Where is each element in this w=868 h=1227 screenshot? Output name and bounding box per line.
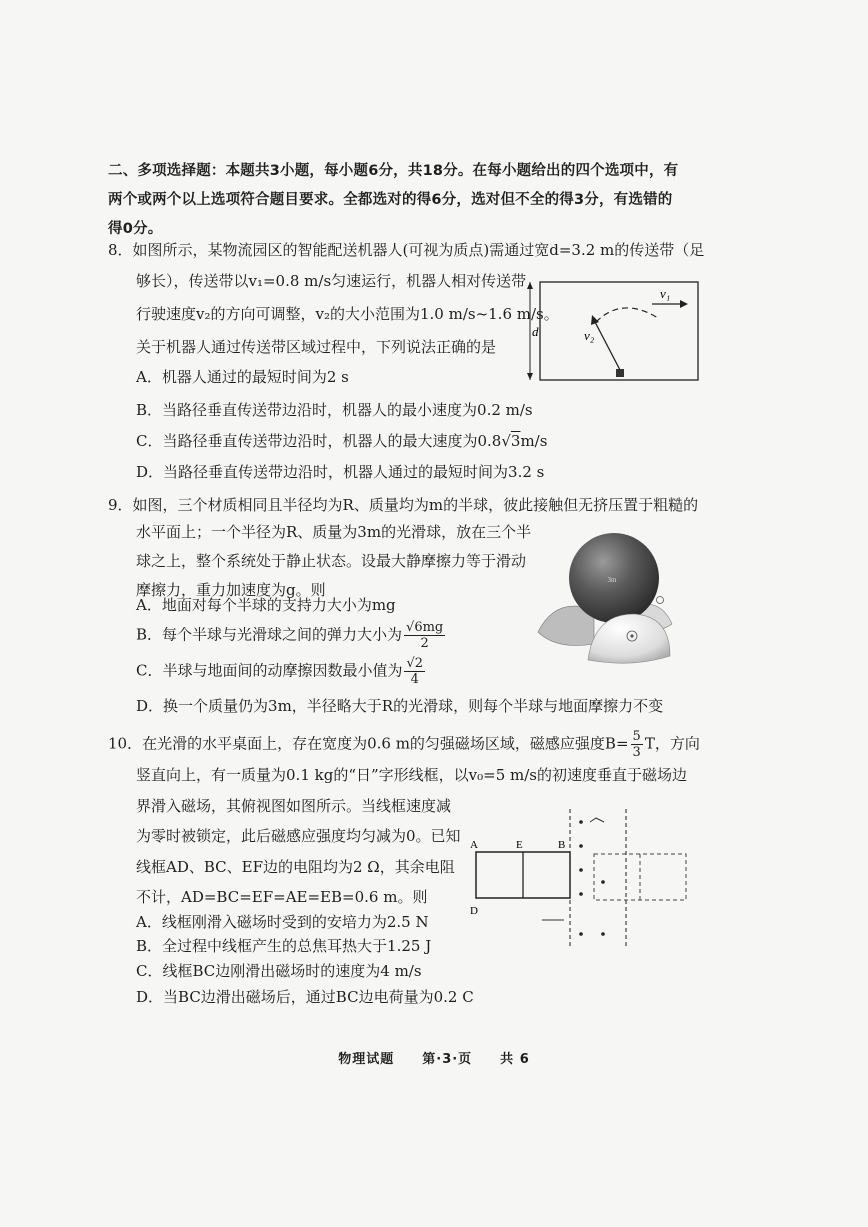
fraction-numerator: √2 <box>406 656 424 671</box>
width-label: d <box>532 324 539 339</box>
question-9-option-a[interactable]: A．地面对每个半球的支持力大小为mg <box>136 596 396 614</box>
question-10-line: 界滑入磁场，其俯视图如图所示。当线框速度减 <box>136 796 452 815</box>
option-c-text: C．当路径垂直传送带边沿时，机器人的最大速度为0.8 <box>136 432 502 450</box>
option-c-unit: m/s <box>520 432 548 450</box>
fraction-denominator: 4 <box>410 672 419 687</box>
question-8-option-a[interactable]: A．机器人通过的最短时间为2 s <box>136 368 349 386</box>
question-8-stem-cont <box>136 267 559 362</box>
section-header <box>108 157 678 244</box>
vertex-d-label: D <box>470 905 478 917</box>
question-8-option-c[interactable] <box>136 430 547 451</box>
option-b-text: B．每个半球与光滑球之间的弹力大小为 <box>136 625 403 644</box>
question-9-line: 9．如图，三个材质相同且半径均为R、质量均为m的半球，彼此接触但无挤压置于粗糙的 <box>108 496 699 514</box>
question-8-line: 关于机器人通过传送带区域过程中，下列说法正确的是 <box>136 338 497 356</box>
question-9-line: 摩擦力，重力加速度为g。则 <box>136 581 326 599</box>
question-10-option-d[interactable]: D．当BC边滑出磁场后，通过BC边电荷量为0.2 C <box>136 988 474 1006</box>
question-10-option-b[interactable]: B．全过程中线框产生的总焦耳热大于1.25 J <box>136 937 432 955</box>
question-10-line <box>108 729 700 760</box>
question-9-option-b[interactable] <box>136 620 447 651</box>
fraction-denominator: 3 <box>632 745 641 760</box>
question-8-option-d[interactable]: D．当路径垂直传送带边沿时，机器人通过的最短时间为3.2 s <box>136 463 545 481</box>
conveyor-belt-figure <box>522 278 702 384</box>
sqrt-sign: √ <box>501 432 511 450</box>
fraction-denominator: 2 <box>420 636 429 651</box>
question-9-option-c[interactable] <box>136 656 427 687</box>
question-10-text: 10．在光滑的水平桌面上，存在宽度为0.6 m的匀强磁场区域，磁感应强度B= <box>108 734 629 753</box>
question-10-option-c[interactable]: C．线框BC边刚滑出磁场时的速度为4 m/s <box>136 962 422 980</box>
question-10-line: 为零时被锁定，此后磁感应强度均匀减为0。已知 <box>136 827 461 845</box>
robot-marker <box>616 369 624 377</box>
question-8-stem <box>108 236 704 265</box>
section-header-line: 得0分。 <box>108 221 163 237</box>
question-10-option-a[interactable]: A．线框刚滑入磁场时受到的安培力为2.5 N <box>136 913 429 931</box>
v2-label: v₂ <box>584 328 595 343</box>
question-9-option-d[interactable]: D．换一个质量仍为3m，半径略大于R的光滑球，则每个半球与地面摩擦力不变 <box>136 697 664 715</box>
fraction-numerator: 5 <box>632 729 641 744</box>
question-10-line: 线框AD、BC、EF边的电阻均为2 Ω，其余电阻 <box>136 857 455 876</box>
fraction <box>404 656 425 687</box>
ball-mass-label: 3m <box>607 576 617 584</box>
question-10-stem <box>108 729 700 760</box>
question-8-line: 行驶速度v₂的方向可调整，v₂的大小范围为1.0 m/s~1.6 m/s。 <box>136 305 559 323</box>
question-10-text: T，方向 <box>644 734 700 753</box>
question-9-stem-cont <box>136 518 531 605</box>
question-8-line: 8．如图所示，某物流园区的智能配送机器人(可视为质点)需通过宽d=3.2 m的传送带（足 <box>108 241 705 259</box>
vertex-e-label: E <box>516 839 523 851</box>
page-footer: 物理试题 第·3·页 共 6 <box>338 1052 530 1067</box>
fraction-numerator: √6mg <box>406 620 444 635</box>
question-10-line: 不计，AD=BC=EF=AE=EB=0.6 m。则 <box>136 888 428 906</box>
question-10-line: 竖直向上，有一质量为0.1 kg的“日”字形线框，以v₀=5 m/s的初速度垂直于磁场边 <box>136 766 687 784</box>
section-header-line: 两个或两个以上选项符合题目要求。全都选对的得6分，选对但不全的得3分，有选错的 <box>108 192 673 208</box>
question-9-stem <box>108 491 698 520</box>
sqrt-radicand: 3 <box>510 432 521 450</box>
vertex-b-label: B <box>558 839 566 851</box>
question-9-line: 水平面上；一个半径为R、质量为3m的光滑球，放在三个半 <box>136 523 532 541</box>
question-9-line: 球之上，整个系统处于静止状态。设最大静摩擦力等于滑动 <box>136 552 527 570</box>
magnetic-field-figure <box>466 804 694 954</box>
vertex-a-label: A <box>470 839 478 851</box>
section-header-line: 二、多项选择题：本题共3小题，每小题6分，共18分。在每小题给出的四个选项中，有 <box>108 163 679 179</box>
question-8-line: 够长），传送带以v₁=0.8 m/s匀速运行，机器人相对传送带 <box>136 272 527 290</box>
question-8-option-b[interactable]: B．当路径垂直传送带边沿时，机器人的最小速度为0.2 m/s <box>136 401 533 419</box>
v1-label: v₁ <box>660 286 671 301</box>
hemispheres-figure <box>536 532 676 672</box>
fraction <box>631 729 643 760</box>
fraction <box>404 620 445 651</box>
option-c-text: C．半球与地面间的动摩擦因数最小值为 <box>136 661 403 680</box>
